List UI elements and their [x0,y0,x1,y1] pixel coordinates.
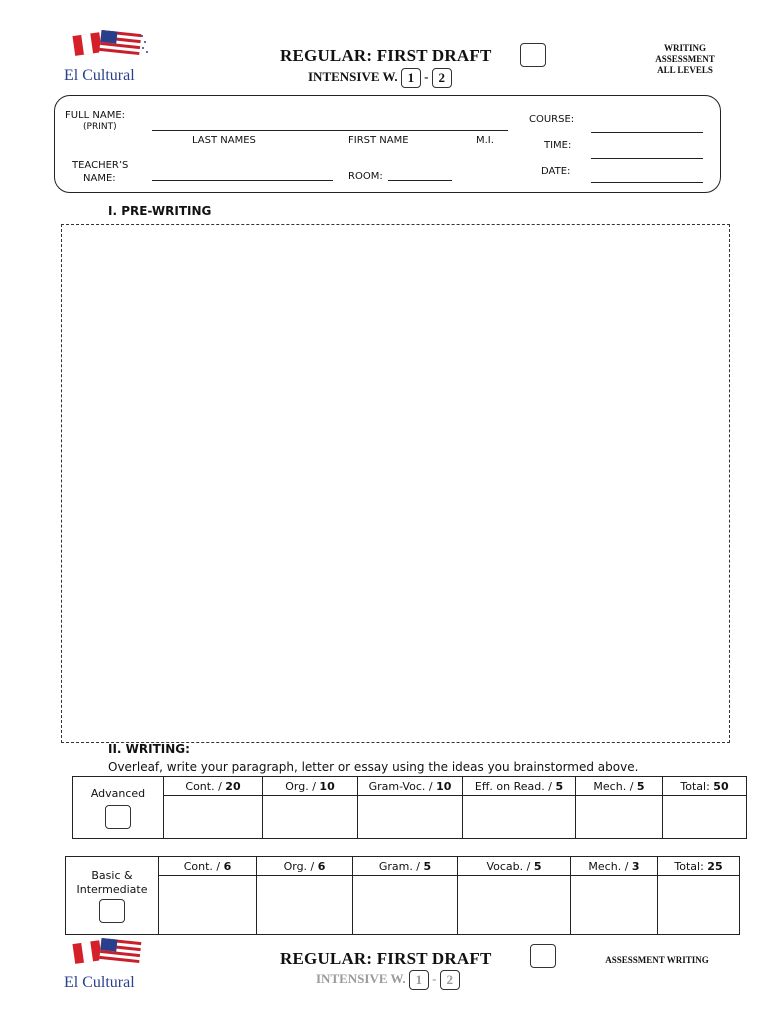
rubric-header-name: Org. / [285,779,316,793]
writing-title: II. WRITING: [108,742,190,756]
footer-subtitle-separator: - [432,970,437,986]
teacher-name-field[interactable] [152,180,333,181]
rubric-header-points: 5 [636,779,645,793]
subtitle-separator: - [424,68,429,84]
score-cell[interactable] [663,796,747,839]
full-name-field[interactable] [152,130,508,131]
room-field[interactable] [388,180,452,181]
footer-title: REGULAR: FIRST DRAFT [280,949,492,968]
rubric-header [463,777,576,796]
score-cell[interactable] [463,796,576,839]
basic-rubric-table [65,856,740,935]
last-names-label: LAST NAMES [192,135,256,146]
rubric-header-name: Gram-Voc. / [368,779,433,793]
footer-subtitle-num2-box[interactable]: 2 [440,970,460,990]
page-title: REGULAR: FIRST DRAFT [280,46,492,65]
first-name-label: FIRST NAME [348,135,409,146]
corner-tag-line: WRITING [663,43,706,53]
corner-tag-line: ALL LEVELS [657,65,713,75]
score-cell[interactable] [571,876,658,935]
rubric-header [164,777,263,796]
rubric-header-name: Total: [680,779,710,793]
basic-level-checkbox[interactable] [99,899,125,923]
advanced-level-cell [73,777,164,839]
rubric-header [663,777,747,796]
basic-level-cell [66,857,159,935]
basic-level-label: Basic & [91,868,133,882]
advanced-rubric-table [72,776,747,839]
writing-instructions: Overleaf, write your paragraph, letter or essay using the ideas you brainstormed above. [108,760,639,774]
subtitle-num2-box[interactable]: 2 [432,68,452,88]
subtitle-prefix: INTENSIVE W. [308,68,398,84]
page-subtitle [308,68,452,88]
course-label: COURSE: [529,114,575,125]
footer-subtitle-prefix: INTENSIVE W. [316,970,406,986]
rubric-header-name: Mech. / [588,859,629,873]
score-cell[interactable] [458,876,571,935]
rubric-header [257,857,353,876]
logo [62,28,157,88]
basic-level-label: Intermediate [76,882,148,896]
prewriting-area[interactable] [61,224,730,743]
course-field[interactable] [591,132,703,133]
rubric-header-points: 3 [631,859,640,873]
score-cell[interactable] [263,796,358,839]
room-label: ROOM: [348,171,383,182]
score-cell[interactable] [164,796,263,839]
rubric-header-name: Eff. on Read. / [474,779,552,793]
draft-checkbox[interactable] [520,43,546,67]
student-info-panel [54,95,721,193]
time-field[interactable] [591,158,703,159]
flags-logo-icon [70,28,150,64]
flags-logo-icon [70,936,150,972]
footer-logo [62,936,157,996]
rubric-header [159,857,257,876]
score-cell[interactable] [358,796,463,839]
advanced-level-checkbox[interactable] [105,805,131,829]
full-name-label: FULL NAME: [65,110,126,121]
rubric-header [576,777,663,796]
rubric-header-points: 6 [223,859,232,873]
rubric-header-name: Gram. / [378,859,421,873]
score-cell[interactable] [658,876,740,935]
advanced-level-label: Advanced [90,786,146,800]
rubric-header-points: 5 [533,859,542,873]
rubric-header-name: Total: [674,859,704,873]
logo-text: El Cultural [64,67,135,84]
rubric-header-points: 50 [713,779,729,793]
score-cell[interactable] [576,796,663,839]
rubric-header-name: Cont. / [183,859,221,873]
rubric-header-name: Mech. / [593,779,634,793]
rubric-header [353,857,458,876]
rubric-header [358,777,463,796]
rubric-header-name: Org. / [283,859,315,873]
rubric-header [571,857,658,876]
rubric-header-name: Cont. / [185,779,222,793]
rubric-header-points: 20 [225,779,241,793]
rubric-header [263,777,358,796]
footer-corner-tag: ASSESSMENT WRITING [605,955,709,965]
rubric-header-points: 10 [436,779,452,793]
corner-tag [630,43,740,76]
corner-tag-line: ASSESSMENT [655,54,715,64]
rubric-header-points: 25 [707,859,723,873]
teacher-label: NAME: [83,173,116,184]
rubric-header-points: 5 [423,859,432,873]
rubric-header-name: Vocab. / [486,859,531,873]
date-label: DATE: [541,166,571,177]
footer-logo-text: El Cultural [64,974,135,991]
footer-draft-checkbox[interactable] [530,944,556,968]
prewriting-title: I. PRE-WRITING [108,204,212,218]
subtitle-num1-box[interactable]: 1 [401,68,421,88]
teacher-label: TEACHER’S [72,160,129,171]
rubric-header-points: 5 [555,779,564,793]
print-label: (PRINT) [83,122,117,132]
date-field[interactable] [591,182,703,183]
mi-label: M.I. [476,135,494,146]
rubric-header [658,857,740,876]
footer-subtitle [316,970,460,990]
score-cell[interactable] [353,876,458,935]
footer-subtitle-num1-box[interactable]: 1 [409,970,429,990]
score-cell[interactable] [159,876,257,935]
time-label: TIME: [544,140,572,151]
score-cell[interactable] [257,876,353,935]
rubric-header-points: 6 [317,859,326,873]
rubric-header [458,857,571,876]
rubric-header-points: 10 [319,779,335,793]
